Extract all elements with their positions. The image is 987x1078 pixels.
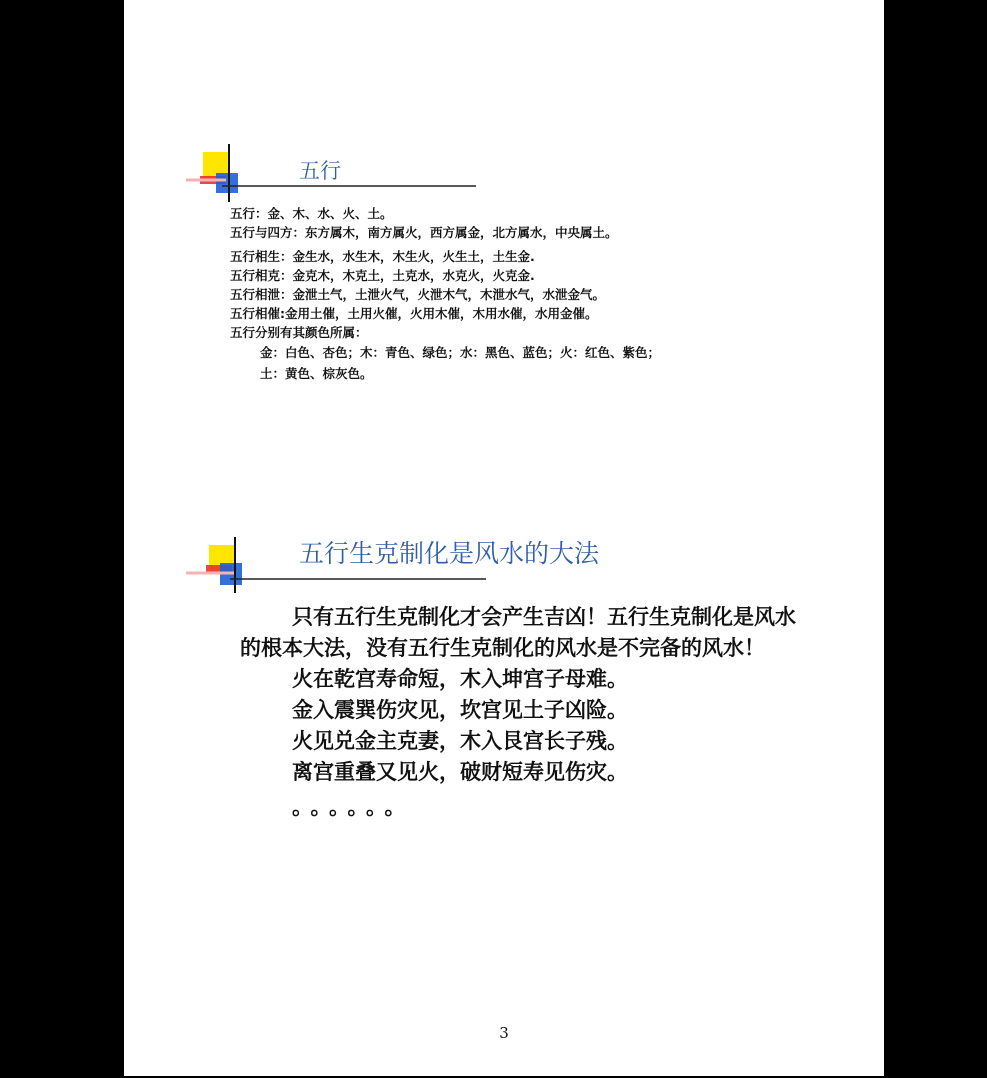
list-line: 金：白色、杏色；木：青色、绿色；水：黑色、蓝色；火：红色、紫色； — [260, 345, 661, 360]
verse-line: 离宫重叠又见火，破财短寿见伤灾。 — [292, 760, 628, 784]
list-line: 土：黄色、棕灰色。 — [260, 366, 373, 381]
verse-line: 火见兑金主克妻，木入艮宫长子残。 — [292, 729, 628, 753]
ellipsis: 。。。。。。 — [292, 795, 414, 819]
document-page — [124, 0, 884, 1076]
list-line: 五行相生：金生水，水生木，木生火，火生土，土生金. — [230, 249, 535, 264]
body-paragraph: 只有五行生克制化才会产生吉凶！五行生克制化是风水的根本大法，没有五行生克制化的风水是不完备的风水！ — [240, 605, 796, 660]
five-elements-list — [230, 204, 660, 384]
list-line: 五行相克：金克木，木克土，土克水，水克火，火克金. — [230, 268, 535, 283]
list-line: 五行分别有其颜色所属： — [230, 325, 368, 340]
section-title: 五行 — [299, 159, 341, 183]
list-line: 五行与四方：东方属木，南方属火，西方属金，北方属水，中央属土。 — [230, 225, 618, 240]
page-number: 3 — [499, 1024, 509, 1042]
list-line: 五行相泄：金泄土气，土泄火气，火泄木气，木泄水气，水泄金气。 — [230, 287, 606, 302]
section-body — [240, 602, 800, 823]
list-line: 五行：金、木、水、火、土。 — [230, 206, 393, 221]
verse-line: 火在乾宫寿命短，木入坤宫子母难。 — [292, 667, 628, 691]
list-line: 五行相催:金用土催，土用火催，火用木催，木用水催，水用金催。 — [230, 306, 598, 321]
verse-line: 金入震巽伤灾见，坎宫见土子凶险。 — [292, 698, 628, 722]
section-title: 五行生克制化是风水的大法 — [299, 539, 600, 568]
